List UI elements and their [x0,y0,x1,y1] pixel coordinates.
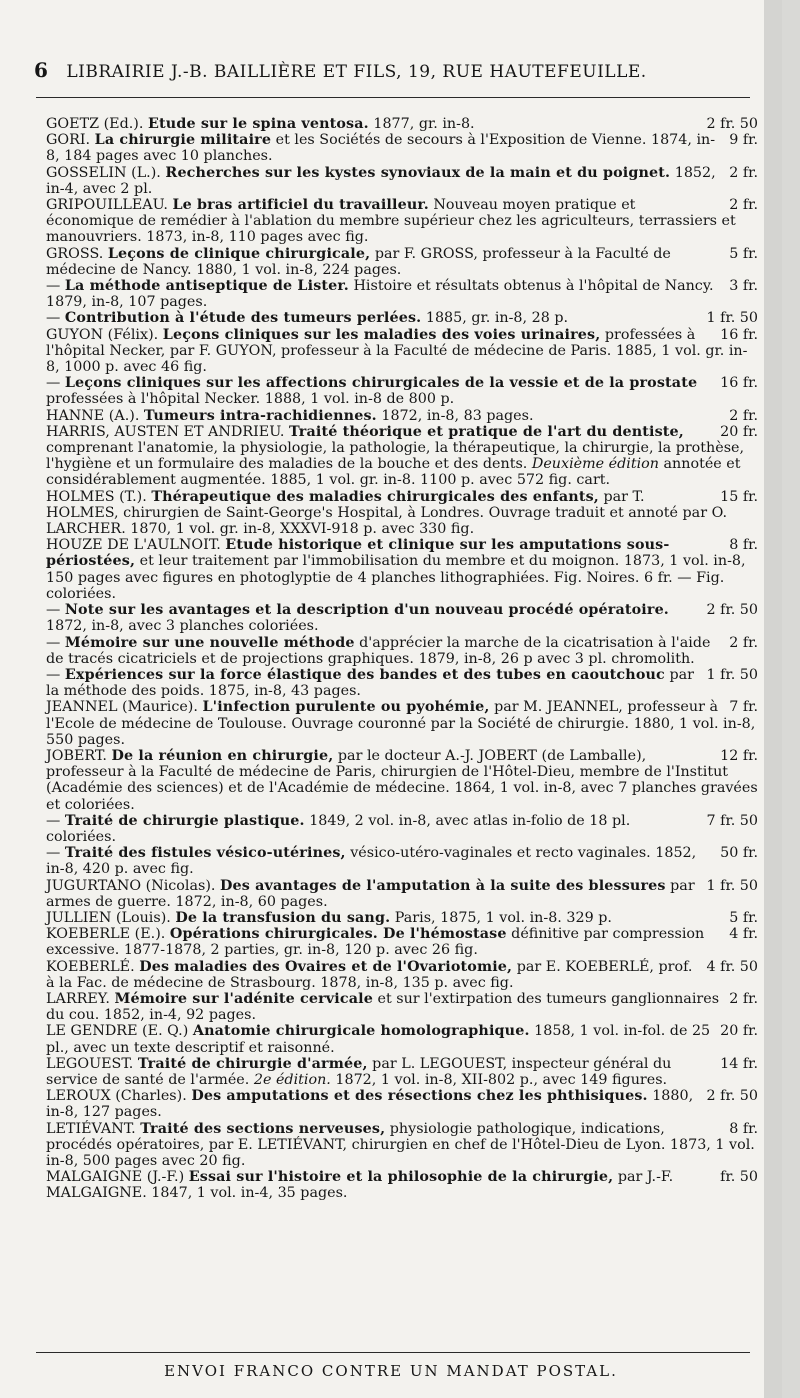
entry-title: Mémoire sur une nouvelle méthode [64,634,355,651]
entry-title: Leçons de clinique chirurgicale, [107,245,371,262]
catalog-entry [46,197,758,246]
entry-description: Nouveau moyen pratique et économique de remédier à l'ablation du membre supérieur chez les agriculteurs, terrassiers et manouvriers. 1873, in-8, 110 pages avec fig. [46,197,736,246]
entry-description: professées à l'hôpital Necker, par F. GUYON, professeur à la Faculté de médecine de Paris. 1885, 1 vol. gr. in-8, 1000 p. avec 46 fig. [46,326,748,376]
entry-price: 2 fr. 50 [706,116,758,132]
catalog-entries [46,116,758,1202]
entry-description: d'apprécier la marche de la cicatrisation à l'aide de tracés cicatriciels et de projections graphiques. 1879, in-8, 26 p avec 3 pl. chromolith. [46,634,711,667]
entry-price: 4 fr. 50 [706,958,758,975]
entry-price: 2 fr. [729,164,758,181]
entry-author: — [46,666,61,683]
entry-description: 1885, gr. in-8, 28 p. [425,310,569,327]
entry-author: — [46,812,61,829]
entry-title: Anatomie chirurgicale homolographique. [192,1023,530,1040]
entry-author: HANNE (A.). [46,407,140,424]
entry-title: De la transfusion du sang. [175,909,391,926]
entry-title: Note sur les avantages et la description d'un nouveau procédé opératoire. [64,602,669,619]
entry-title: Traité de chirurgie d'armée, [137,1055,368,1072]
catalog-entry [46,926,758,958]
catalog-entry [46,310,758,326]
entry-title: Contribution à l'étude des tumeurs perlées. [64,310,422,327]
entry-author: — [46,845,61,862]
entry-price: 8 fr. [729,537,758,554]
catalog-entry [46,845,758,877]
entry-title: L'infection purulente ou pyohémie, [202,699,490,716]
page-header [34,58,734,90]
entry-title: Opérations chirurgicales. De l'hémostase [169,926,507,943]
entry-price: 9 fr. [729,132,758,149]
entry-description: par M. JEANNEL, professeur à l'Ecole de médecine de Toulouse. Ouvrage couronné par la Société de chirurgie. 1880, 1 vol. in-8, 550 pages. [46,699,756,748]
entry-price: 2 fr. [729,197,758,214]
catalog-entry [46,1056,758,1088]
catalog-entry [46,116,758,132]
entry-author: — [46,634,61,651]
entry-price: 16 fr. [720,326,758,343]
entry-title: Leçons cliniques sur les affections chirurgicales de la vessie et de la prostate [64,375,698,392]
entry-author: — [46,278,61,295]
catalog-entry [46,1088,758,1120]
entry-description: par F. GROSS, professeur à la Faculté de médecine de Nancy. 1880, 1 vol. in-8, 224 pages. [46,245,671,278]
catalog-entry [46,408,758,424]
entry-description-cont: 1872, 1 vol. in-8, XII-802 p., avec 149 figures. [335,1071,668,1088]
catalog-entry [46,878,758,910]
catalog-entry [46,813,758,845]
entry-description: vésico-utéro-vaginales et recto vaginales. 1852, in-8, 420 p. avec fig. [46,845,697,878]
entry-description: définitive par compression excessive. 1877-1878, 2 parties, gr. in-8, 120 p. avec 26 fig. [46,926,705,959]
entry-author: GOETZ (Ed.). [46,116,144,132]
entry-description: professées à l'hôpital Necker. 1888, 1 vol. in-8 de 800 p. [46,391,455,408]
catalog-entry [46,1169,758,1201]
entry-description: 1858, 1 vol. in-fol. de 25 pl., avec un texte descriptif et raisonné. [46,1023,711,1056]
entry-description: 1872, in-8, 83 pages. [381,407,534,424]
entry-description: 1852, in-4, avec 2 pl. [46,164,716,197]
entry-author: JOBERT. [46,747,107,764]
entry-description: par J.-F. MALGAIGNE. 1847, 1 vol. in-4, 35 pages. [46,1169,674,1202]
catalog-entry [46,991,758,1023]
entry-title: La méthode antiseptique de Lister. [64,278,349,295]
entry-price: 12 fr. [720,747,758,764]
entry-price: 2 fr. 50 [706,1088,758,1105]
entry-price: 5 fr. [729,909,758,926]
entry-title: La chirurgie militaire [94,132,272,149]
entry-description: et leur traitement par l'immobilisation du membre et du moignon. 1873, 1 vol. in-8, 150 pages avec figures en photoglyptie de 4 planches lithographiées. Fig. Noires. 6 fr. — Fig. coloriées. [46,553,746,602]
page-edge [764,0,782,1398]
entry-price: 1 fr. 50 [706,666,758,683]
header-title: LIBRAIRIE J.-B. BAILLIÈRE ET FILS, 19, RUE HAUTEFEUILLE. [66,62,647,82]
catalog-entry [46,165,758,197]
entry-description: par armes de guerre. 1872, in-8, 60 pages. [46,877,695,910]
entry-price: 20 fr. [720,1023,758,1040]
entry-author: LETIÉVANT. [46,1120,136,1137]
entry-price: 2 fr. [729,407,758,424]
entry-description: par le docteur A.-J. JOBERT (de Lamballe), professeur à la Faculté de médecine de Paris, chirurgien de l'Hôtel-Dieu, membre de l'Institut (Académie des sciences) et de l'Académie de médecine. 1864, 1 vol. in-8, avec 7 planches gravées et coloriées. [46,747,758,813]
entry-description: et les Sociétés de secours à l'Exposition de Vienne. 1874, in-8, 184 pages avec 10 planches. [46,132,716,165]
catalog-entry [46,246,758,278]
footer-notice: ENVOI FRANCO CONTRE UN MANDAT POSTAL. [164,1362,618,1380]
entry-price: 50 fr. [720,845,758,862]
header-rule [36,97,750,98]
entry-author: — [46,375,61,392]
catalog-entry [46,699,758,748]
entry-title: Traité des fistules vésico-utérines, [64,845,346,862]
entry-description: physiologie pathologique, indications, procédés opératoires, par E. LETIÉVANT, chirurgien en chef de l'Hôtel-Dieu de Lyon. 1873, 1 vol. in-8, 500 pages avec 20 fig. [46,1120,755,1169]
entry-description: et sur l'extirpation des tumeurs ganglionnaires du cou. 1852, in-4, 92 pages. [46,990,720,1024]
entry-author: KOEBERLE (E.). [46,926,166,943]
entry-author: LEGOUEST. [46,1055,134,1072]
entry-title: Des amputations et des résections chez les phthisiques. [191,1088,648,1105]
entry-description: Histoire et résultats obtenus à l'hôpital de Nancy. 1879, in-8, 107 pages. [46,278,714,311]
entry-description: 1877, gr. in-8. [373,116,475,132]
entry-author: MALGAIGNE (J.-F.) [46,1169,185,1186]
entry-price: 14 fr. [720,1055,758,1072]
catalog-entry [46,959,758,991]
entry-price: 7 fr. [729,699,758,716]
entry-price: 2 fr. [729,634,758,651]
catalog-entry [46,537,758,602]
entry-title: Essai sur l'histoire et la philosophie de la chirurgie, [188,1169,614,1186]
entry-author: GOSSELIN (L.). [46,164,161,181]
entry-author: JUGURTANO (Nicolas). [46,877,216,894]
entry-title: Mémoire sur l'adénite cervicale [114,990,373,1007]
entry-title: De la réunion en chirurgie, [111,747,334,764]
catalog-entry [46,327,758,376]
catalog-entry [46,132,758,164]
catalog-entry [46,1121,758,1170]
entry-description: par la méthode des poids. 1875, in-8, 43 pages. [46,666,694,700]
entry-price: 20 fr. [720,423,758,440]
entry-description: comprenant l'anatomie, la physiologie, la pathologie, la thérapeutique, la chirurgie, la prothèse, l'hygiène et un formulaire des maladies de la bouche et des dents. [46,440,745,473]
entry-author: GRIPOUILLEAU. [46,197,168,214]
page-number: 6 [34,58,49,82]
entry-author: GORI. [46,132,91,149]
catalog-entry [46,278,758,310]
entry-author: — [46,602,61,619]
entry-title: Traité théorique et pratique de l'art du dentiste, [289,423,684,440]
entry-title: Leçons cliniques sur les maladies des voies urinaires, [162,326,601,343]
entry-description: 1872, in-8, avec 3 planches coloriées. [46,618,319,635]
entry-price: 3 fr. [729,278,758,295]
entry-description: Paris, 1875, 1 vol. in-8. 329 p. [394,909,612,926]
entry-title: Etude sur le spina ventosa. [147,116,369,132]
entry-description: par L. LEGOUEST, inspecteur général du service de santé de l'armée. [46,1055,672,1088]
entry-title: Le bras artificiel du travailleur. [172,197,429,214]
entry-description: 1880, in-8, 127 pages. [46,1088,694,1121]
entry-title: Des maladies des Ovaires et de l'Ovariotomie, [139,958,513,975]
catalog-entry [46,424,758,489]
catalog-entry [46,910,758,926]
catalog-entry [46,635,758,667]
entry-author: GROSS. [46,245,104,262]
entry-price: 1 fr. 50 [706,877,758,894]
entry-description: par T. HOLMES, chirurgien de Saint-George's Hospital, à Londres. Ouvrage traduit et annoté par O. LARCHER. 1870, 1 vol. gr. in-8, XXXVI-918 p. avec 330 fig. [46,488,728,538]
entry-title: Etude historique et clinique sur les amputations sous-périostées, [46,537,670,570]
catalog-entry [46,375,758,407]
entry-title: Expériences sur la force élastique des bandes et des tubes en caoutchouc [64,666,665,683]
entry-price: 1 fr. 50 [706,310,758,327]
entry-title: Traité de chirurgie plastique. [64,812,305,829]
footer-rule [36,1352,750,1353]
entry-author: LARREY. [46,990,110,1007]
entry-author: HARRIS, AUSTEN ET ANDRIEU. [46,423,285,440]
entry-title: Des avantages de l'amputation à la suite des blessures [220,877,666,894]
entry-title: Recherches sur les kystes synoviaux de la main et du poignet. [165,164,671,181]
entry-author: HOUZE DE L'AULNOIT. [46,537,221,554]
entry-author: LEROUX (Charles). [46,1088,187,1105]
entry-author: LE GENDRE (E. Q.) [46,1023,189,1040]
entry-author: KOEBERLÉ. [46,958,135,975]
entry-description: par E. KOEBERLÉ, prof. à la Fac. de médecine de Strasbourg. 1878, in-8, 135 p. avec fig. [46,958,693,991]
entry-author: — [46,310,61,327]
entry-price: 8 fr. [729,1120,758,1137]
entry-price: 16 fr. [720,375,758,392]
entry-title: Traité des sections nerveuses, [140,1120,386,1137]
catalog-entry [46,748,758,813]
catalog-entry [46,489,758,538]
entry-author: JEANNEL (Maurice). [46,699,198,716]
entry-edition: 2e édition. [253,1071,331,1088]
entry-title: Tumeurs intra-rachidiennes. [143,407,377,424]
entry-price: 2 fr. [729,990,758,1007]
catalog-entry [46,602,758,634]
entry-description: 1849, 2 vol. in-8, avec atlas in-folio de 18 pl. coloriées. [46,812,631,845]
entry-price: 5 fr. [729,245,758,262]
entry-price: 15 fr. [720,488,758,505]
entry-edition: Deuxième édition [531,456,659,473]
entry-title: Thérapeutique des maladies chirurgicales des enfants, [151,488,599,505]
entry-price: 7 fr. 50 [706,812,758,829]
catalog-entry [46,667,758,699]
entry-author: GUYON (Félix). [46,326,159,343]
entry-author: HOLMES (T.). [46,488,147,505]
entry-description-cont: annotée et considérablement augmentée. 1885, 1 vol. gr. in-8. 1100 p. avec 572 fig. cart. [46,456,741,489]
entry-price: 2 fr. 50 [706,602,758,619]
entry-price: fr. 50 [720,1169,758,1186]
entry-price: 4 fr. [729,926,758,943]
entry-author: JULLIEN (Louis). [46,909,171,926]
catalog-entry [46,1023,758,1055]
